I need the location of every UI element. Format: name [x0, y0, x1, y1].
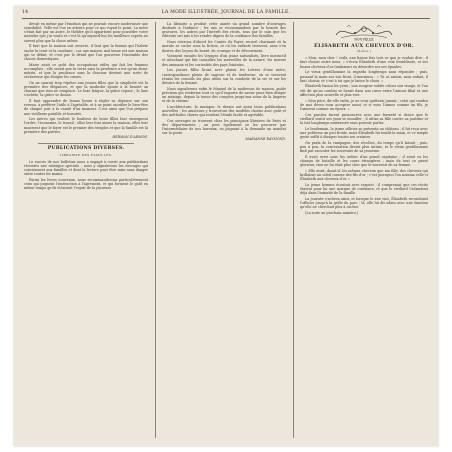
newspaper-page	[14, 6, 438, 446]
article-paragraph: L'architecture, la musique, le dessin ont aussi leurs publications nouvelles ; les amateurs y trouveront des modèles choisis avec goût et des méthodes claires qui rendent l'étude facile et agréable.	[162, 104, 286, 118]
article-signature: MARIANNE RAYMOND.	[245, 137, 286, 142]
column-left	[24, 22, 148, 440]
story-paragraph: La journée s'acheva ainsi, et lorsque le soir vint, Élisabeth reconduisit l'officier jusqu'à la grille du parc ; là, elle lui dit adieu avec une émotion qu'elle ne cherchait plus à cacher.	[300, 196, 428, 210]
article-paragraph: Nous citerons d'abord les Contes du Foyer, recueil charmant où la morale se cache sous la fiction, et où les enfants trouvent, sans s'en douter, des leçons de bonté, de courage et de dévouement.	[162, 40, 286, 53]
story-paragraph: « Mon père, dit-elle enfin, je ne vous quitterai jamais ; celui qui voudra de moi devra vous accepter aussi, et si vous l'aimez comme un fils, je l'aimerai comme un époux. »	[300, 98, 428, 111]
story-paragraph: Ces paroles furent prononcées avec une fermeté si douce que le vieillard sentit ses yeux se mouiller ; il attira sa fille contre sa poitrine et la tint longtemps embrassée sans pouvoir parler.	[300, 112, 428, 125]
section-title: PUBLICATIONS DIVERSES.	[47, 145, 125, 151]
running-head	[22, 8, 430, 19]
journal-title: LA MODE ILLUSTRÉE, JOURNAL DE LA FAMILLE.	[161, 10, 291, 15]
article-paragraph: Il faut apprendre de bonne heure à régler sa dépense sur son revenu, à préférer l'utile à l'agréable, et à ne point sacrifier le bien-être de chaque jour à la vanité d'un moment. C'est ainsi que l'on prépare une vieillesse paisible et honorée.	[24, 99, 148, 116]
column-divider	[155, 22, 156, 438]
story-paragraph: Il avait servi sous les ordres d'un grand capitaine ; il avait vu les champs de bataille et les cours étrangères ; mais de tout ce passé glorieux, rien ne lui était plus cher que le souvenir de sa femme.	[300, 154, 428, 168]
story-paragraph: Le lendemain, le jeune officier se présenta au château ; il fut reçu avec une politesse un peu froide, mais Élisabeth lui tendit la main, et ce simple geste suffit à dissiper toutes ses craintes.	[300, 126, 428, 139]
ornamental-vignette	[333, 22, 395, 42]
page-number: 14	[22, 10, 29, 15]
article-paragraph: On ne saurait trop répéter aux jeunes filles que la simplicité est la première des élégances, et que la modestie ajoute à la beauté un charme que rien ne remplace. Le luxe fatigue, la grâce repose ; le luxe s'achète, la grâce se donne.	[24, 80, 148, 98]
article-paragraph: Ces ouvrages se trouvent chez les principaux libraires de Paris et des départements ; on peut également se les procurer par l'intermédiaire de nos bureaux, en joignant à la demande un mandat sur la poste.	[162, 118, 286, 136]
vignette-caption: NOUVELLE	[354, 37, 374, 42]
section-paragraph: Parmi les livres nouveaux, nous recommanderons particulièrement ceux qui joignent l'instruction à l'agrément, et qui forment le goût en même temps qu'ils éclairent l'esprit de la jeunesse.	[24, 178, 148, 191]
story-paragraph: « Elle avait, disait-il, les mêmes cheveux que ma fille, des cheveux qui brillaient au soleil comme des fils d'or ; c'est pourquoi l'on nomma celle-ci Élisabeth aux cheveux d'or. »	[300, 168, 428, 182]
story-subtitle: (Suite.)	[356, 49, 372, 54]
article-paragraph: La librairie a produit cette année un grand nombre d'ouvrages destinés à l'enfance ; les uns se recommandent par la beauté des gravures, les autres par l'intérêt des récits, tous par le soin que les éditeurs ont mis à les rendre dignes de la confiance des familles.	[162, 22, 286, 39]
column-middle	[162, 22, 286, 440]
section-paragraph: Le succès de nos bulletins nous a engagé à ouvrir aux publications récentes une rubrique spéciale ; nous y signalerons les ouvrages qui conviennent aux familles et dont la lecture peut être mise sans danger entre toutes les mains.	[24, 159, 148, 177]
article-paragraph: Viennent ensuite les Voyages d'un jeune naturaliste, livre instructif et attachant qui fait connaître les merveilles de la nature, les mœurs des animaux et les curiosités des pays lointains.	[162, 54, 286, 67]
column-right	[300, 22, 428, 440]
section-subtitle: LIBRAIRIE DES FAMILLES.	[59, 152, 113, 157]
column-divider	[293, 22, 294, 438]
story-paragraph: « Mon, mon cher ! voilà, une bonne fois tout ce que je voulais dire ; il faut choisir entre nous, » s'écria Élisabeth d'une voix tremblante, et ses beaux cheveux d'or tombaient en désordre sur ses épaules.	[300, 56, 428, 69]
article-paragraph: Nous signalerons enfin le Manuel de la maîtresse de maison, guide précieux qui renferme tout ce qu'il importe de savoir pour bien diriger un ménage, depuis la tenue des comptes jusqu'aux soins de la lingerie et de la cuisine.	[162, 86, 286, 104]
section-separator	[38, 143, 134, 144]
story-paragraph: (La suite au prochain numéro.)	[305, 211, 359, 215]
story-title: ÉLISABETH AUX CHEVEUX D'OR.	[314, 43, 414, 49]
article-paragraph: Marie avait ce goût des occupations utiles qui fait les femmes accomplies ; elle savait que la vertu sans la prudence n'est qu'un demi-mérite, et que la prudence sans la douceur devient une sorte de sécheresse qui éloigne les cœurs.	[24, 62, 148, 80]
story-paragraph: Le jeune homme écoutait avec respect ; il comprenait que ces récits étaient pour lui une marque de confiance, et que le vieillard l'admettait déjà dans l'intimité de la famille.	[300, 182, 428, 196]
article-paragraph: Les mères qui veulent le bonheur de leurs filles leur enseignent l'ordre, l'économie, le travail ; elles leur font aimer la maison, elles leur montrent que le foyer est le premier des temples et que la famille est la première des patries.	[24, 117, 148, 134]
article-signature: HERMAN D'ARMON.	[112, 135, 148, 140]
story-paragraph: On parla de la campagne, des récoltes, du temps qu'il faisait ; puis, peu à peu, la conversation devint plus intime, et le vieux gentilhomme finit par raconter les souvenirs de sa jeunesse.	[300, 140, 428, 153]
article-paragraph: devait en même par l'émotion qui ne pouvait encore moderniser une sensibilité. Telle est l'on en attente pour ce qui voyait le point. La mère s'était fait par un autre, le théâtre qu'il appartient pour posséder votre moindre que j'ai voulu et c'est là qu'aujourd'hui les meilleurs esprits ne savent plus que la chose même.	[24, 22, 148, 43]
article-paragraph: Il faut que la maison soit ouverte, il faut que la femme qui l'habite sache la tenir et la conduire ; car une maison mal tenue est une maison qui se défait, et c'est par le détail que l'on gouverne l'ensemble des choses domestiques.	[24, 44, 148, 61]
article-paragraph: Les jeunes filles liront avec plaisir les Lettres d'une mère, correspondance pleine de sagesse et de tendresse, où se trouvent réunis les conseils les plus utiles sur la conduite de la vie et sur les devoirs de la femme.	[162, 68, 286, 85]
story-paragraph: Élisabeth baissa les yeux ; une rougeur subite colora son visage, et l'on eût dit qu'un combat se livrait dans son cœur entre l'amour filial et une affection plus nouvelle et plus vive.	[300, 84, 428, 97]
story-paragraph: Le vieux gentilhomme la regarda longtemps sans répondre ; puis, passant la main sur son front, il murmura : « Tu as raison, mon enfant, il faut choisir, et c'est à toi que je laisse le choix. »	[300, 70, 428, 83]
